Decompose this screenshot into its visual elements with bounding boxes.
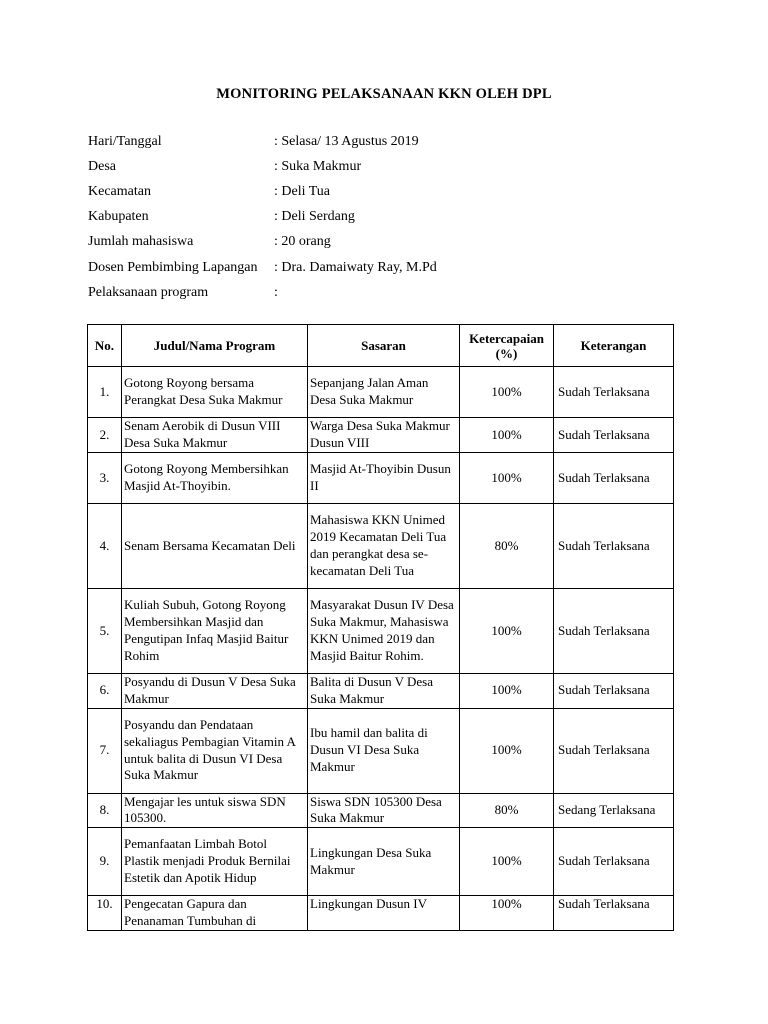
cell-program: Senam Bersama Kecamatan Deli [122,504,308,589]
cell-sasaran: Siswa SDN 105300 Desa Suka Makmur [308,793,460,828]
cell-keterangan: Sudah Terlaksana [554,367,674,418]
cell-keterangan: Sudah Terlaksana [554,504,674,589]
cell-no: 10. [88,896,122,931]
cell-program: Gotong Royong bersama Perangkat Desa Suka Makmur [122,367,308,418]
table-header-row [88,325,674,367]
cell-no: 9. [88,828,122,896]
cell-sasaran: Lingkungan Dusun IV [308,896,460,931]
cell-sasaran: Ibu hamil dan balita di Dusun VI Desa Suka Makmur [308,708,460,793]
cell-no: 5. [88,589,122,674]
cell-keterangan: Sudah Terlaksana [554,418,674,453]
info-value-pelaksanaan: : [274,285,278,300]
header-ketercapaian: Ketercapaian (%) [460,325,554,367]
cell-sasaran: Mahasiswa KKN Unimed 2019 Kecamatan Deli Tua dan perangkat desa se-kecamatan Deli Tua [308,504,460,589]
cell-sasaran: Warga Desa Suka Makmur Dusun VIII [308,418,460,453]
table-row [88,708,674,793]
cell-sasaran: Masjid At-Thoyibin Dusun II [308,453,460,504]
cell-sasaran: Sepanjang Jalan Aman Desa Suka Makmur [308,367,460,418]
cell-program: Mengajar les untuk siswa SDN 105300. [122,793,308,828]
cell-keterangan: Sudah Terlaksana [554,589,674,674]
table-row [88,367,674,418]
cell-ketercapaian: 80% [460,793,554,828]
table-row [88,896,674,931]
cell-keterangan: Sudah Terlaksana [554,453,674,504]
header-sasaran: Sasaran [308,325,460,367]
table-row [88,793,674,828]
page-title: MONITORING PELAKSANAAN KKN OLEH DPL [216,86,552,102]
table-row [88,674,674,709]
info-label-jumlah: Jumlah mahasiswa [88,234,194,249]
cell-ketercapaian: 80% [460,504,554,589]
cell-ketercapaian: 100% [460,828,554,896]
table-row [88,828,674,896]
info-value-tanggal: : Selasa/ 13 Agustus 2019 [274,134,419,149]
cell-program: Pengecatan Gapura dan Penanaman Tumbuhan di [122,896,308,931]
cell-keterangan: Sudah Terlaksana [554,828,674,896]
cell-program: Gotong Royong Membersihkan Masjid At-Thoyibin. [122,453,308,504]
cell-keterangan: Sedang Terlaksana [554,793,674,828]
cell-program: Posyandu di Dusun V Desa Suka Makmur [122,674,308,709]
cell-no: 4. [88,504,122,589]
table-row [88,504,674,589]
info-value-dosen: : Dra. Damaiwaty Ray, M.Pd [274,260,437,275]
cell-sasaran: Balita di Dusun V Desa Suka Makmur [308,674,460,709]
table-row [88,418,674,453]
cell-keterangan: Sudah Terlaksana [554,896,674,931]
cell-ketercapaian: 100% [460,674,554,709]
cell-ketercapaian: 100% [460,367,554,418]
info-label-kecamatan: Kecamatan [88,184,151,199]
cell-program: Senam Aerobik di Dusun VIII Desa Suka Makmur [122,418,308,453]
info-label-dosen: Dosen Pembimbing Lapangan [88,260,258,275]
info-value-kabupaten: : Deli Serdang [274,209,355,224]
table-row [88,589,674,674]
cell-keterangan: Sudah Terlaksana [554,674,674,709]
cell-no: 2. [88,418,122,453]
info-label-kabupaten: Kabupaten [88,209,149,224]
info-label-desa: Desa [88,159,116,174]
program-table [87,324,674,931]
info-value-jumlah: : 20 orang [274,234,331,249]
cell-no: 6. [88,674,122,709]
cell-program: Pemanfaatan Limbah Botol Plastik menjadi Produk Bernilai Estetik dan Apotik Hidup [122,828,308,896]
cell-no: 8. [88,793,122,828]
cell-sasaran: Lingkungan Desa Suka Makmur [308,828,460,896]
cell-ketercapaian: 100% [460,453,554,504]
cell-no: 3. [88,453,122,504]
cell-ketercapaian: 100% [460,418,554,453]
cell-no: 1. [88,367,122,418]
header-program: Judul/Nama Program [122,325,308,367]
header-no: No. [88,325,122,367]
header-keterangan: Keterangan [554,325,674,367]
cell-program: Posyandu dan Pendataan sekaliagus Pembagian Vitamin A untuk balita di Dusun VI Desa Suka Makmur [122,708,308,793]
cell-ketercapaian: 100% [460,896,554,931]
cell-no: 7. [88,708,122,793]
cell-keterangan: Sudah Terlaksana [554,708,674,793]
info-label-pelaksanaan: Pelaksanaan program [88,285,209,300]
table-row [88,453,674,504]
cell-sasaran: Masyarakat Dusun IV Desa Suka Makmur, Mahasiswa KKN Unimed 2019 dan Masjid Baitur Rohim. [308,589,460,674]
cell-ketercapaian: 100% [460,708,554,793]
info-label-tanggal: Hari/Tanggal [88,134,162,149]
info-value-desa: : Suka Makmur [274,159,362,174]
cell-program: Kuliah Subuh, Gotong Royong Membersihkan Masjid dan Pengutipan Infaq Masjid Baitur Rohim [122,589,308,674]
info-value-kecamatan: : Deli Tua [274,184,331,199]
cell-ketercapaian: 100% [460,589,554,674]
